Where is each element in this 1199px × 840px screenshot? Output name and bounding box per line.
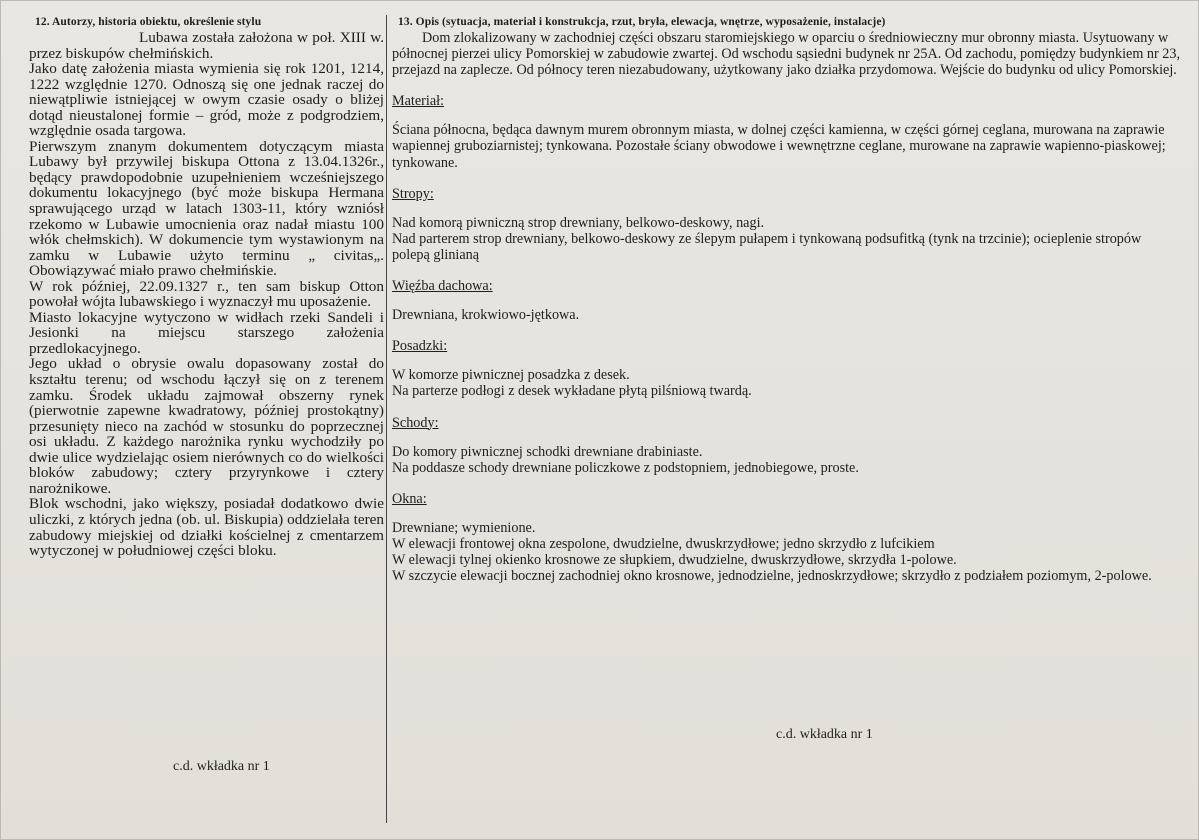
section-title-stropy: Stropy: (392, 185, 434, 202)
description-intro: Dom zlokalizowany w zachodniej części obszaru staromiejskiego w oparciu o średniowieczny mur obronny miasta. Usytuowany w północnej pierzei ulicy Pomorskiej w zabudowie zwartej. Od wschodu sąsiedni budynek nr 25A. Od zachodu, pomiędzy budynkiem nr 23, przejazd na zaplecze. Od północy teren niezabudowany, użytkowany jako działka przydomowa. Wejście do budynku od ulicy Pomorskiej. (392, 30, 1181, 79)
history-text (29, 30, 384, 559)
section-line: W szczycie elewacji bocznej zachodniej okno krosnowe, jednodzielne, jednoskrzydłowe; skrzydło z podziałem poziomym, 2-polowe. (392, 568, 1152, 585)
section-line: Nad komorą piwniczną strop drewniany, belkowo-deskowy, nagi. (392, 214, 765, 231)
section-line: Drewniane; wymienione. (392, 519, 536, 536)
history-paragraph: Jego układ o obrysie owalu dopasowany został do kształtu terenu; od wschodu łączył się on z terenem zamku. Środek układu zajmował obszerny rynek (pierwotnie zapewne kwadratowy, później prostokątny) przesunięty nieco na zachód w stosunku do poprzecznej osi układu. Z każdego narożnika rynku wychodziły po dwie ulice wydzielając osiem nierównych co do wielkości bloków zabudowy; cztery przyrynkowe i cztery narożnikowe. (29, 355, 384, 497)
description-column (392, 15, 1182, 584)
section-line: Ściana północna, będąca dawnym murem obronnym miasta, w dolnej części kamienna, w części górnej ceglana, murowana na zaprawie wapiennej gruboziarnistej; tynkowana. Pozostałe ściany obwodowe i wewnętrzne ceglane, murowane na zaprawie wapienno-piaskowej; tynkowane. (392, 122, 1166, 171)
history-column (29, 15, 384, 559)
section-line: W komorze piwnicznej posadzka z desek. (392, 367, 630, 384)
description-text (392, 30, 1182, 584)
history-heading: 12. Autorzy, historia obiektu, określenie stylu (35, 16, 262, 28)
section-line: Drewniana, krokwiowo-jętkowa. (392, 307, 580, 324)
section-title-posadzki: Posadzki: (392, 338, 448, 355)
history-paragraph: W rok później, 22.09.1327 r., ten sam biskup Otton powołał wójta lubawskiego i wyznaczył mu uposażenie. (29, 277, 384, 311)
history-continuation-note: c.d. wkładka nr 1 (173, 759, 270, 774)
section-line: Na parterze podłogi z desek wykładane płytą pilśniową twardą. (392, 383, 752, 400)
description-continuation-note: c.d. wkładka nr 1 (776, 727, 873, 742)
section-title-schody: Schody: (392, 414, 439, 431)
description-heading: 13. Opis (sytuacja, materiał i konstrukcja, rzut, bryła, elewacja, wnętrze, wyposażenie, instalacje) (398, 16, 886, 28)
section-title-wiezba: Więźba dachowa: (392, 278, 493, 295)
history-paragraph: Lubawa została założona w poł. XIII w. przez biskupów chełmińskich. (29, 29, 384, 62)
section-line: Do komory piwnicznej schodki drewniane drabiniaste. (392, 443, 703, 460)
section-title-okna: Okna: (392, 490, 427, 507)
section-line: Nad parterem strop drewniany, belkowo-deskowy ze ślepym pułapem i tynkowaną podsufitką (tynk na trzcinie); ocieplenie stropów polepą glinianą (392, 230, 1142, 263)
section-line: W elewacji frontowej okna zespolone, dwudzielne, dwuskrzydłowe; jedno skrzydło z lufcikiem (392, 535, 935, 552)
history-paragraph: Pierwszym znanym dokumentem dotyczącym miasta Lubawy był przywilej biskupa Ottona z 13.04.1326r., będący prawdopodobnie uzupełnieniem wcześniejszego dokumentu lokacyjnego (być może biskupa Hermana sprawującego urząd w latach 1303-11, który wzniósł rzekomo w Lubawie umocnienia oraz nadał miastu 100 włók chełmskich). W dokumencie tym wystawionym na zamku w Lubawie użyto terminu „ civitas„. Obowiązywać miało prawo chełmińskie. (29, 137, 384, 280)
section-line: W elewacji tylnej okienko krosnowe ze słupkiem, dwudzielne, dwuskrzydłowe, skrzydła 1-polowe. (392, 552, 957, 569)
section-line: Na poddasze schody drewniane policzkowe z podstopniem, jednobiegowe, proste. (392, 459, 859, 476)
history-paragraph: Miasto lokacyjne wytyczono w widłach rzeki Sandeli i Jesionki na miejscu starszego założenia przedlokacyjnego. (29, 308, 384, 357)
history-paragraph: Jako datę założenia miasta wymienia się rok 1201, 1214, 1222 względnie 1270. Odnoszą się one jednak raczej do niewątpliwie istniejącej w owym czasie osady o bliżej dotąd nieustalonej formie – gród, może z podgrodziem, względnie osada targowa. (29, 60, 384, 140)
history-paragraph: Blok wschodni, jako większy, posiadał dodatkowo dwie uliczki, z których jedna (ob. ul. Biskupia) oddzielała teren zabudowy miejskiej od działki kościelnej z cmentarzem wytyczonej w południowej części bloku. (29, 495, 384, 560)
section-title-material: Materiał: (392, 93, 444, 110)
column-divider (386, 15, 387, 823)
